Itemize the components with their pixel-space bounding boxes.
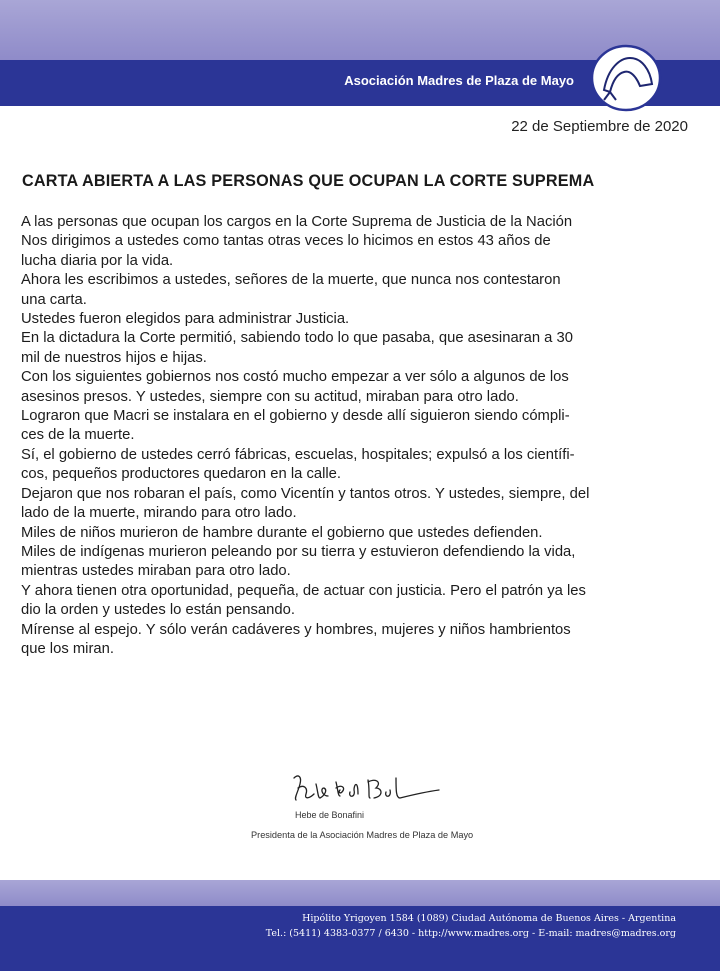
letter-date: 22 de Septiembre de 2020	[511, 118, 688, 135]
body-line: que los miran.	[21, 640, 114, 657]
body-line: Nos dirigimos a ustedes como tantas otras veces lo hicimos en estos 43 años de	[21, 233, 551, 250]
letter-body	[21, 213, 701, 659]
body-line: mil de nuestros hijos e hijas.	[21, 349, 207, 366]
signer-role: Presidenta de la Asociación Madres de Plaza de Mayo	[251, 830, 474, 840]
white-headscarf-icon	[580, 40, 672, 112]
body-line: lucha diaria por la vida.	[21, 252, 174, 269]
handwritten-signature	[284, 770, 444, 810]
body-line: cos, pequeños productores quedaron en la calle.	[21, 466, 341, 483]
body-line: Miles de niños murieron de hambre durante el gobierno que ustedes defienden.	[21, 524, 543, 541]
body-line: dio la orden y ustedes lo están pensando.	[21, 602, 295, 619]
org-name: Asociación Madres de Plaza de Mayo	[344, 73, 574, 88]
body-line: Miles de indígenas murieron peleando por su tierra y estuvieron defendiendo la vida,	[21, 543, 576, 560]
body-line: Sí, el gobierno de ustedes cerró fábricas, escuelas, hospitales; expulsó a los científi-	[21, 446, 575, 463]
body-line: asesinos presos. Y ustedes, siempre con su actitud, miraban para otro lado.	[21, 388, 519, 405]
body-line: En la dictadura la Corte permitió, sabiendo todo lo que pasaba, que asesinaran a 30	[21, 330, 573, 347]
body-line: Mírense al espejo. Y sólo verán cadáveres y hombres, mujeres y niños hambrientos	[21, 621, 571, 638]
footer-band	[0, 880, 720, 906]
body-line: lado de la muerte, mirando para otro lado.	[21, 505, 297, 522]
body-line: una carta.	[21, 291, 87, 308]
body-line: Ustedes fueron elegidos para administrar Justicia.	[21, 311, 350, 328]
body-line: Lograron que Macri se instalara en el gobierno y desde allí siguieron siendo cómpli-	[21, 408, 570, 425]
body-line: Con los siguientes gobiernos nos costó mucho empezar a ver sólo a algunos de los	[21, 369, 569, 386]
footer-address: Hipólito Yrigoyen 1584 (1089) Ciudad Autónoma de Buenos Aires - Argentina	[302, 913, 676, 924]
body-line: Y ahora tienen otra oportunidad, pequeña, de actuar con justicia. Pero el patrón ya les	[21, 582, 586, 599]
body-line: mientras ustedes miraban para otro lado.	[21, 563, 291, 580]
footer-contact: Tel.: (5411) 4383-0377 / 6430 - http://www.madres.org - E-mail: madres@madres.org	[265, 928, 676, 939]
body-line: ces de la muerte.	[21, 427, 135, 444]
letter-title: CARTA ABIERTA A LAS PERSONAS QUE OCUPAN LA CORTE SUPREMA	[22, 172, 595, 190]
body-line: A las personas que ocupan los cargos en la Corte Suprema de Justicia de la Nación	[21, 214, 573, 230]
body-line: Dejaron que nos robaran el país, como Vicentín y tantos otros. Y ustedes, siempre, del	[21, 485, 590, 502]
body-line: Ahora les escribimos a ustedes, señores de la muerte, que nunca nos contestaron	[21, 272, 561, 289]
signer-name: Hebe de Bonafini	[295, 810, 365, 820]
